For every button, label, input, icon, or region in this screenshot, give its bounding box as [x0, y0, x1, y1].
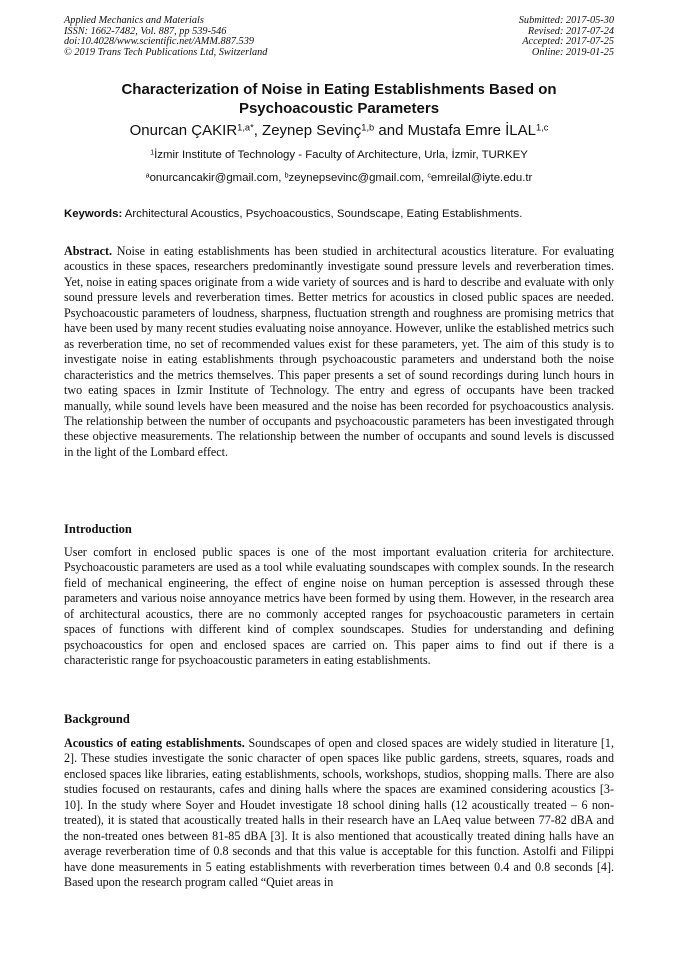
author-affiliation-mark: 1,b — [361, 122, 375, 133]
paper-title: Characterization of Noise in Eating Establishments Based on Psychoacoustic Parameters — [121, 81, 557, 117]
background-text: Soundscapes of open and closed spaces are widely studied in literature [1, 2]. These studies investigate the sonic character of open spaces like public gardens, streets, squares, roads and enclosed spaces like libraries, eating establishments, schools, workshops, studios, shopping malls. There are also studies focused on restaurants, cafes and dining halls where the spaces are examined considering acoustics [3-10]. In the study where Soyer and Houdet investigate 18 school dining halls (12 acoustically treated – 6 non-treated), it is stated that acoustically treated halls in their research have an LAeq value between 77-82 dBA and the non-treated ones between 81-85 dBA [3]. It is also mentioned that acoustically treated dining halls have an average reverberation time of 0.8 seconds and that this value is acceptable for this function. Astolfi and Filippi have done measurements in 5 eating establishments with reverberation times between 0.4 and 0.8 seconds [4]. Based upon the research program called “Quiet areas in — [64, 736, 615, 890]
email-address: zeynepsevinc@gmail.com — [288, 172, 421, 184]
background-heading: Background — [64, 712, 130, 726]
email-mark: b — [284, 172, 289, 180]
author-name: Onurcan ÇAKIR — [129, 122, 238, 139]
doi: doi:10.4028/www.scientific.net/AMM.887.539 — [64, 36, 254, 48]
author-name: Mustafa Emre İLAL — [407, 122, 536, 139]
email-mark: a — [145, 172, 150, 180]
abstract-label: Abstract. — [64, 244, 113, 258]
email-separator: , — [278, 172, 285, 184]
author-name: Zeynep Sevinç — [262, 122, 362, 139]
introduction-heading: Introduction — [64, 522, 132, 536]
accepted-date: Accepted: 2017-07-25 — [522, 36, 614, 48]
author-emails — [64, 171, 614, 186]
keywords-text: Architectural Acoustics, Psychoacoustics, Soundscape, Eating Establishments. — [124, 208, 523, 220]
email-address: emreilal@iyte.edu.tr — [430, 172, 533, 184]
publication-dates — [519, 16, 614, 58]
abstract — [64, 244, 614, 460]
affiliation — [64, 148, 614, 163]
affiliation-mark: 1 — [150, 149, 155, 157]
author-separator: , — [253, 122, 263, 139]
submitted-date: Submitted: 2017-05-30 — [518, 15, 614, 26]
revised-date: Revised: 2017-07-24 — [527, 25, 614, 37]
email-mark: c — [427, 172, 431, 180]
keywords — [64, 207, 614, 222]
online-date: Online: 2019-01-25 — [531, 46, 614, 58]
issn: ISSN: 1662-7482, Vol. 887, pp 539-546 — [64, 25, 227, 37]
author-affiliation-mark: 1,a* — [237, 122, 254, 133]
email-separator: , — [421, 172, 428, 184]
journal-name: Applied Mechanics and Materials — [64, 15, 204, 26]
background-paragraph — [64, 736, 614, 891]
copyright: © 2019 Trans Tech Publications Ltd, Switzerland — [64, 46, 268, 58]
author-list — [64, 121, 614, 141]
affiliation-text: İzmir Institute of Technology - Faculty of Architecture, Urla, İzmir, TURKEY — [154, 149, 528, 161]
author-separator: and — [374, 122, 408, 139]
journal-info — [64, 16, 267, 58]
author-affiliation-mark: 1,c — [535, 122, 549, 133]
abstract-text: Noise in eating establishments has been studied in architectural acoustics literature. For evaluating acoustics in these spaces, researchers predominantly investigate sound pressure levels and reverberation times. Yet, noise in eating spaces originate from a wide variety of sources and is hard to describe and evaluate with only sound pressure levels and reverberation times. Better metrics for acoustics in closed public spaces are needed. Psychoacoustic parameters of loudness, sharpness, fluctuation strength and roughness are promising metrics that have been used by many recent studies evaluating noise annoyance. However, unlike the established metrics such as reverberation time, no set of recommended values exist for these parameters, yet. The aim of this study is to investigate noise in eating establishments through psychoacoustic parameters and understand both the noise characteristics and the metrics themselves. This paper presents a set of sound recordings during lunch hours in two eating spaces in Izmir Institute of Technology. The entry and egress of occupants have been tracked manually, while sound levels have been measured and the noise has been recorded for psychoacoustics analysis. The relationship between the number of occupants and psychoacoustic parameters has been investigated through these objective measurements. The relationship between the number of occupants and sound levels is discussed in the light of the Lombard effect. — [64, 244, 614, 459]
keywords-label: Keywords: — [64, 208, 123, 220]
email-address: onurcancakir@gmail.com — [149, 172, 279, 184]
introduction-text: User comfort in enclosed public spaces is one of the most important evaluation criteria for architecture. Psychoacoustic parameters are used as a tool while evaluating soundscapes with complex sounds. In the research field of mechanical engineering, the effect of engine noise on human perception is assessed through these parameters and various noise annoyance metrics have been formed by using them. However, in the research area of architectural acoustics, there are no commonly accepted ranges for psychoacoustic parameters in certain spaces of functions with different kind of complex soundscapes. Studies for understanding and defining psychoacoustics for open and enclosed spaces are carried on. This paper aims to find out if there is a characteristic range for psychoacoustic parameters in eating establishments. — [64, 545, 614, 668]
background-subheading: Acoustics of eating establishments. — [64, 736, 245, 750]
